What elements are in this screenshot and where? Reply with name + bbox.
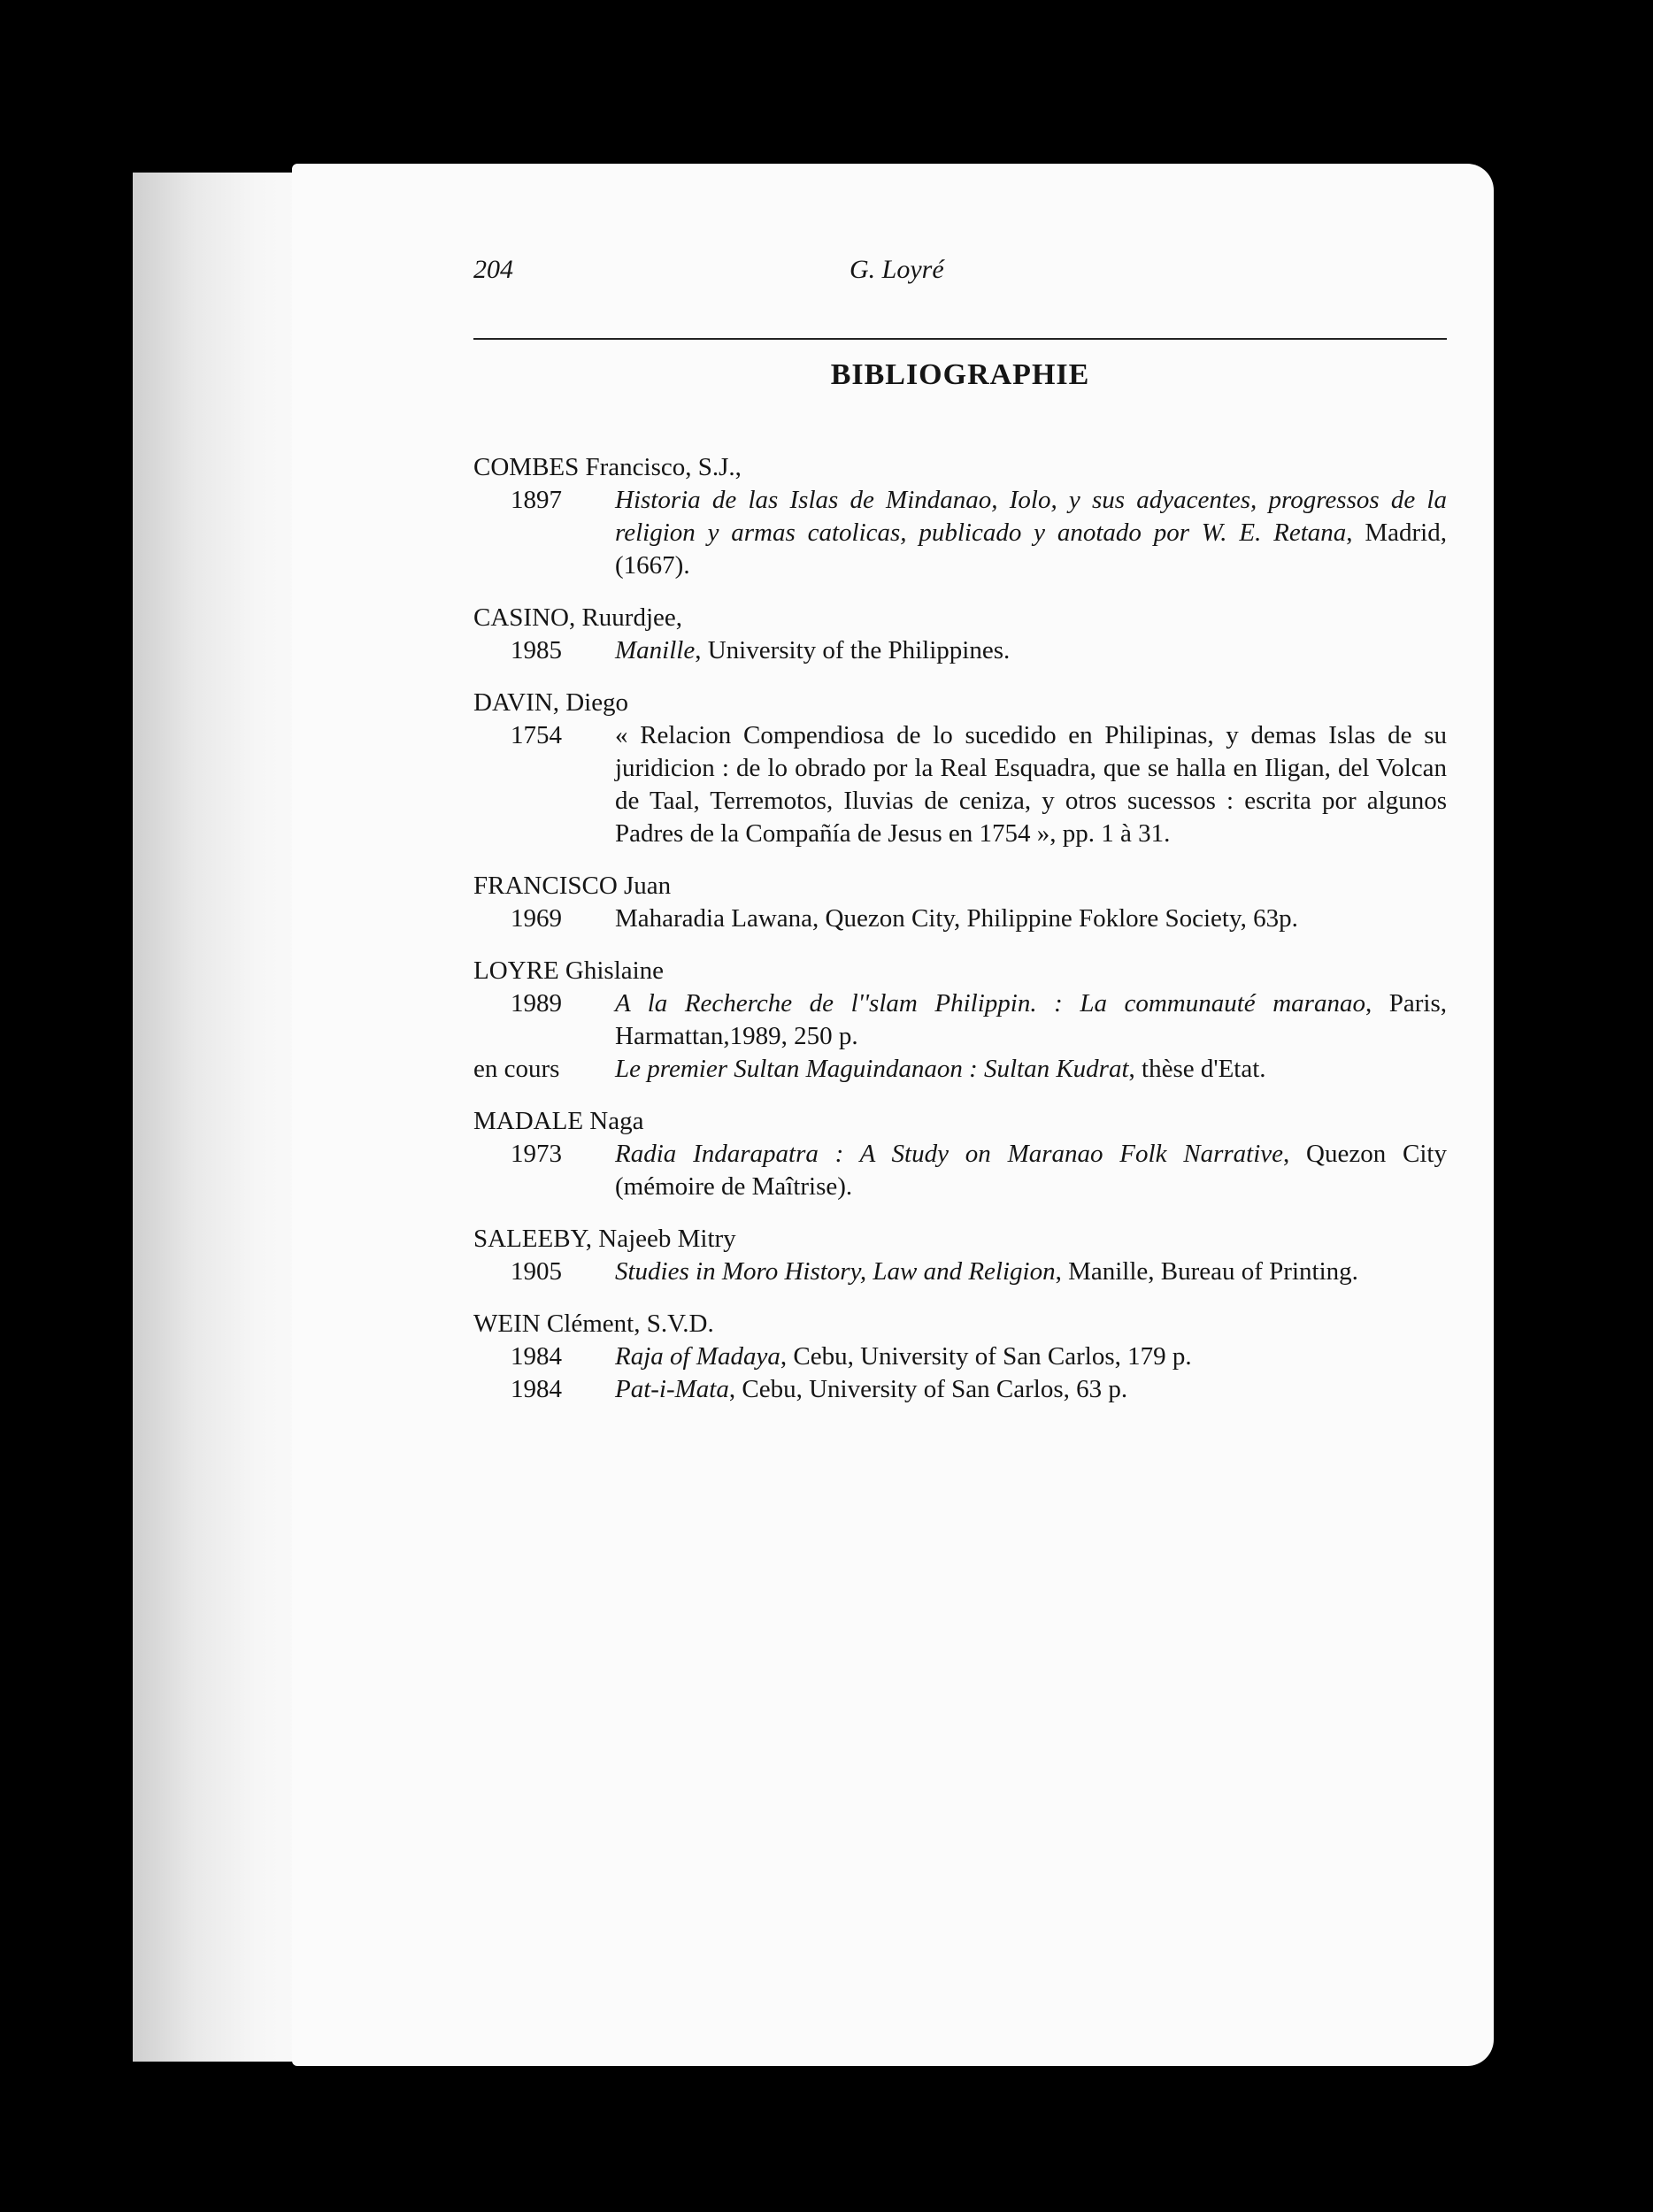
bib-title: Manille: [615, 636, 696, 664]
bib-work: [473, 1138, 1447, 1203]
bib-author: DAVIN, Diego: [473, 688, 629, 717]
bib-details: , thèse d'Etat.: [1128, 1055, 1266, 1083]
bib-entry: [473, 602, 1447, 667]
bib-details: , Madrid, (1667).: [615, 518, 1447, 580]
bib-details: , Quezon City (mémoire de Maîtrise).: [615, 1140, 1447, 1201]
bib-year: 1905: [511, 1257, 562, 1286]
bib-year: 1754: [511, 721, 562, 749]
bib-year: 1985: [511, 636, 562, 664]
bib-author: SALEEBY, Najeeb Mitry: [473, 1225, 736, 1253]
bib-author: WEIN Clément, S.V.D.: [473, 1310, 714, 1338]
bib-details: « Relacion Compendiosa de lo sucedido en Philipinas, y demas Islas de su juridicion : de lo obrado por la Real Esquadra, que se halla en Iligan, del Volcan de Taal, Terremotos, Iluvias de ceniza, y otros sucessos : escrita por algunos Padres de la Compañía de Jesus en 1754 », pp. 1 à 31.: [615, 721, 1447, 848]
bib-year: 1973: [511, 1140, 562, 1168]
bibliography-list: [473, 451, 1447, 1425]
book-page-edges: [133, 173, 310, 2062]
bib-work: [473, 902, 1447, 935]
bib-title: Studies in Moro History, Law and Religion: [615, 1257, 1056, 1286]
bib-year: 1897: [511, 486, 562, 514]
section-title: BIBLIOGRAPHIE: [830, 358, 1090, 391]
page-header: [473, 248, 1447, 301]
bib-work: [473, 987, 1447, 1053]
bib-work: [473, 1340, 1447, 1373]
bib-entry: [473, 1105, 1447, 1203]
bib-title: A la Recherche de l''slam Philippin. : La communauté maranao: [615, 989, 1365, 1018]
bib-work: [473, 634, 1447, 667]
bib-details: , Cebu, University of San Carlos, 63 p.: [728, 1375, 1128, 1403]
bib-work: [473, 1373, 1447, 1406]
page-number: 204: [473, 255, 513, 284]
bib-work: [473, 719, 1447, 850]
bib-work: [473, 484, 1447, 582]
bib-details: , University of the Philippines.: [695, 636, 1011, 664]
bib-details: , Manille, Bureau of Printing.: [1055, 1257, 1358, 1286]
bib-details: , Cebu, University of San Carlos, 179 p.: [780, 1342, 1192, 1371]
header-rule: [473, 338, 1447, 340]
bib-work: [473, 1256, 1447, 1288]
bib-title: Le premier Sultan Maguindanaon : Sultan Kudrat: [615, 1055, 1129, 1083]
bib-details: , Paris, Harmattan,1989, 250 p.: [615, 989, 1447, 1050]
bib-work: [473, 1053, 1447, 1086]
bib-year: 1969: [511, 904, 562, 933]
bib-entry: [473, 955, 1447, 1086]
running-head: G. Loyré: [850, 255, 944, 284]
bib-author: FRANCISCO Juan: [473, 872, 672, 900]
bib-year: 1989: [511, 989, 562, 1018]
bib-author: CASINO, Ruurdjee,: [473, 603, 683, 632]
bib-entry: [473, 870, 1447, 935]
bib-title: Radia Indarapatra : A Study on Maranao Folk Narrative: [615, 1140, 1284, 1168]
bib-entry: [473, 1308, 1447, 1406]
bib-author: COMBES Francisco, S.J.,: [473, 453, 742, 481]
bib-details: Maharadia Lawana, Quezon City, Philippine Foklore Society, 63p.: [615, 904, 1298, 933]
bib-year: 1984: [511, 1342, 562, 1371]
bib-year: 1984: [511, 1375, 562, 1403]
bib-year: en cours: [473, 1055, 560, 1083]
bib-entry: [473, 687, 1447, 850]
bib-title: Historia de las Islas de Mindanao, Iolo, y sus adyacentes, progressos de la religion y armas catolicas, publicado y anotado por W. E. Retana: [615, 486, 1447, 547]
bib-entry: [473, 451, 1447, 582]
bib-title: Raja of Madaya: [615, 1342, 780, 1371]
bib-title: Pat-i-Mata: [615, 1375, 729, 1403]
bib-author: LOYRE Ghislaine: [473, 956, 665, 985]
bib-entry: [473, 1223, 1447, 1288]
bib-author: MADALE Naga: [473, 1107, 644, 1135]
